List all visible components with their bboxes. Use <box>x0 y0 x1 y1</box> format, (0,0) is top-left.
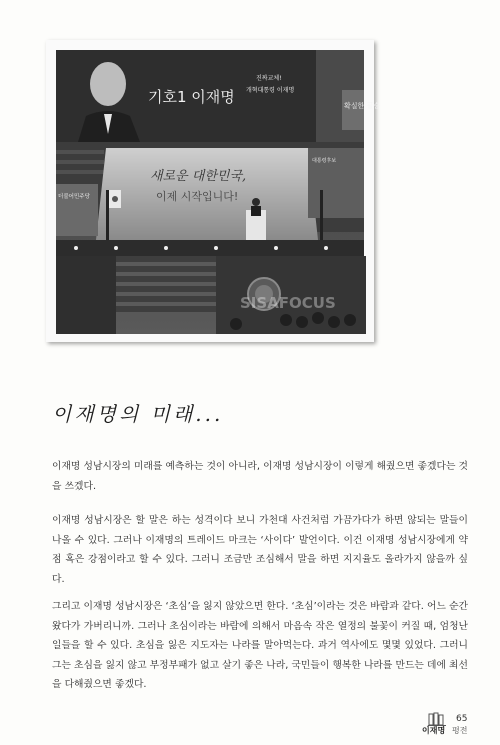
right-sign: 확실한 필승 <box>344 102 381 110</box>
left-sign: 더불어민주당 <box>58 194 90 200</box>
page-footer <box>408 712 478 736</box>
stage-banner-line1: 새로운 대한민국, <box>150 169 247 184</box>
slogan-line2: 개혁대통령 이재명 <box>246 87 295 94</box>
right-panel-text: 대통령후보 <box>312 158 337 164</box>
section-title: 이재명의 미래... <box>52 402 224 426</box>
photo-watermark: SISAFOCUS <box>240 294 336 312</box>
rally-scene <box>56 50 381 334</box>
paragraph-3: 그리고 이재명 성남시장은 ‘초심’을 잃지 않았으면 한다. ‘초심’이라는 것은 바람과 같다. 어느 순간 왔다가 가버리니까. 그러나 초심이라는 바람에 의해서 마음속 작은 열정의 불꽃이 커질 때, 엄청난 일들을 할 수 있다. 초심을 잃은 지도자는 나라를 말아먹는다. 과거 역사에도 몇몇 있었다. 그러니 그는 초심을 잃지 않고 부정부패가 없고 살기 좋은 나라, 국민들이 행복한 나라를 만드는 데에 최선을 다해줬으면 좋겠다. <box>52 601 468 690</box>
paragraph-2: 이재명 성남시장은 할 말은 하는 성격이다 보니 가천대 사건처럼 가끔가다가 하면 않되는 말들이 나올 수 있다. 그러나 이재명의 트레이드 마크는 ‘사이다’ 발언이다. 이건 이재명 성남시장에게 약점 혹은 강점이라고 할 수 있다. 그러니 조금만 조심해서 말을 하면 지지율도 올라가지 않을까 싶다. <box>52 515 468 585</box>
books-icon <box>428 712 450 726</box>
screen-text: 기호1 이재명 <box>148 88 235 106</box>
footer-subtitle: 평전 <box>452 726 468 735</box>
page-number: 65 <box>456 714 468 724</box>
rally-photo <box>56 50 381 334</box>
stage-banner-line2: 이제 시작입니다! <box>156 190 239 203</box>
footer-author: 이재명 <box>422 726 446 735</box>
slogan-line1: 진짜교체! <box>256 75 282 82</box>
paragraph-1: 이재명 성남시장의 미래를 예측하는 것이 아니라, 이재명 성남시장이 이렇게 해줬으면 좋겠다는 것을 쓰겠다. <box>52 461 468 492</box>
photo-frame <box>46 40 381 342</box>
